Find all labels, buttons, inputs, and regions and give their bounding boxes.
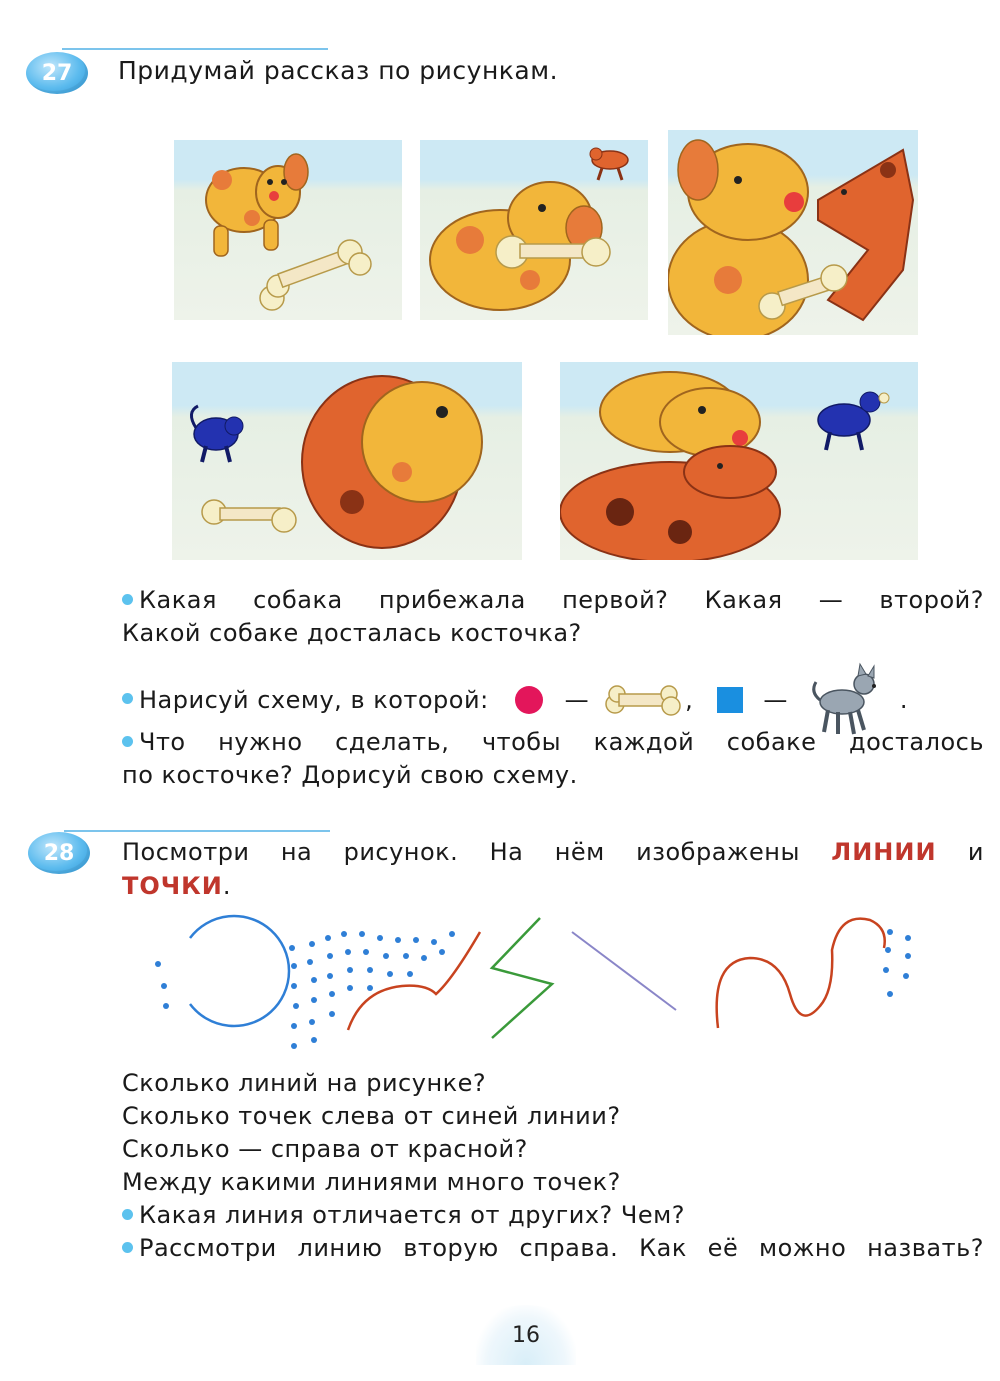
comma: ,: [685, 686, 694, 714]
task-28-badge: 28: [28, 832, 90, 874]
left-points-group: [155, 961, 169, 1009]
task-28-instruction-text: Посмотри на рисунок. На нём изображены: [122, 838, 800, 866]
task-28-bullet-question: [122, 1199, 984, 1232]
green-zigzag-line: [492, 918, 552, 1038]
task-28-questions: [122, 1067, 984, 1265]
task-28-bullet-question: [122, 1232, 984, 1265]
story-picture-3: [668, 130, 918, 335]
right-points-group: [883, 929, 911, 997]
yellow-dog-running-icon: [206, 154, 308, 256]
period: .: [222, 872, 232, 900]
fighting-dogs-icon: [302, 376, 482, 548]
task-28-instruction-line-1: [122, 838, 984, 866]
red-wavy-line: [717, 919, 885, 1028]
bone-icon: [202, 500, 296, 532]
yellow-dog-face-icon: [668, 140, 808, 335]
task-28-instruction-line-2: [122, 872, 231, 900]
task-28-bullet-question-text: Какая линия отличается от других? Чем?: [139, 1201, 685, 1229]
yellow-dog-icon: [600, 372, 760, 456]
task-27-question-1-text: Какая собака прибежала первой? Какая — второй?: [139, 586, 984, 614]
story-picture-2: [420, 140, 648, 320]
blue-dog-icon: [191, 406, 243, 462]
bone-icon: [603, 682, 683, 718]
blue-square-icon: [717, 687, 743, 713]
red-curved-line: [348, 932, 480, 1030]
task-28-question: Сколько линий на рисунке?: [122, 1069, 487, 1097]
task-27-header-line: [62, 48, 328, 50]
small-red-dog-icon: [590, 148, 628, 180]
gray-dog-icon: [808, 662, 888, 738]
pink-circle-icon: [515, 686, 543, 714]
dash: —: [763, 686, 788, 714]
task-27-instruction: Придумай рассказ по рисункам.: [118, 56, 559, 85]
period: .: [899, 686, 908, 714]
task-27-badge: 27: [26, 52, 88, 94]
bone-icon: [260, 240, 371, 310]
task-27-question-1-line-2: Какой собаке досталась косточка?: [122, 619, 582, 647]
yellow-dog-with-bone-icon: [430, 182, 610, 310]
bullet-icon: [122, 693, 133, 704]
story-picture-4: [172, 362, 522, 560]
task-28-header-line: [64, 830, 330, 832]
story-picture-5: [560, 362, 918, 560]
task-27-question-3-text: Что нужно сделать, чтобы каждой собаке досталось: [139, 728, 984, 756]
task-28-question: Сколько точек слева от синей линии?: [122, 1102, 621, 1130]
task-27-question-2: [122, 662, 908, 738]
task-27-question-3-line-1: [122, 728, 984, 756]
highlight-lines-word: ЛИНИИ: [831, 838, 937, 866]
task-28-question: Сколько — справа от красной?: [122, 1135, 528, 1163]
page-number: 16: [476, 1305, 576, 1365]
violet-straight-line: [572, 932, 676, 1010]
blue-arc-line: [190, 916, 289, 1026]
blue-dog-with-bone-icon: [818, 392, 889, 450]
highlight-points-word: ТОЧКИ: [122, 872, 223, 900]
bullet-icon: [122, 594, 133, 605]
task-28-question: Между какими линиями много точек?: [122, 1168, 621, 1196]
task-28-conjunction: и: [967, 838, 984, 866]
bullet-icon: [122, 1209, 133, 1220]
task-27-question-3-line-2: по косточке? Дорисуй свою схему.: [122, 761, 578, 789]
bullet-icon: [122, 736, 133, 747]
red-dog-face-icon: [818, 150, 913, 320]
task-27-question-1-line-1: [122, 586, 984, 614]
story-picture-1: [174, 140, 402, 320]
bullet-icon: [122, 1242, 133, 1253]
lines-and-points-figure: [140, 910, 920, 1060]
dash: —: [564, 686, 590, 714]
task-28-bullet-question-text: Рассмотри линию вторую справа. Как её можно назвать?: [139, 1234, 984, 1262]
task-27-question-2-text: Нарисуй схему, в которой:: [139, 686, 489, 714]
red-dog-icon: [560, 446, 780, 560]
